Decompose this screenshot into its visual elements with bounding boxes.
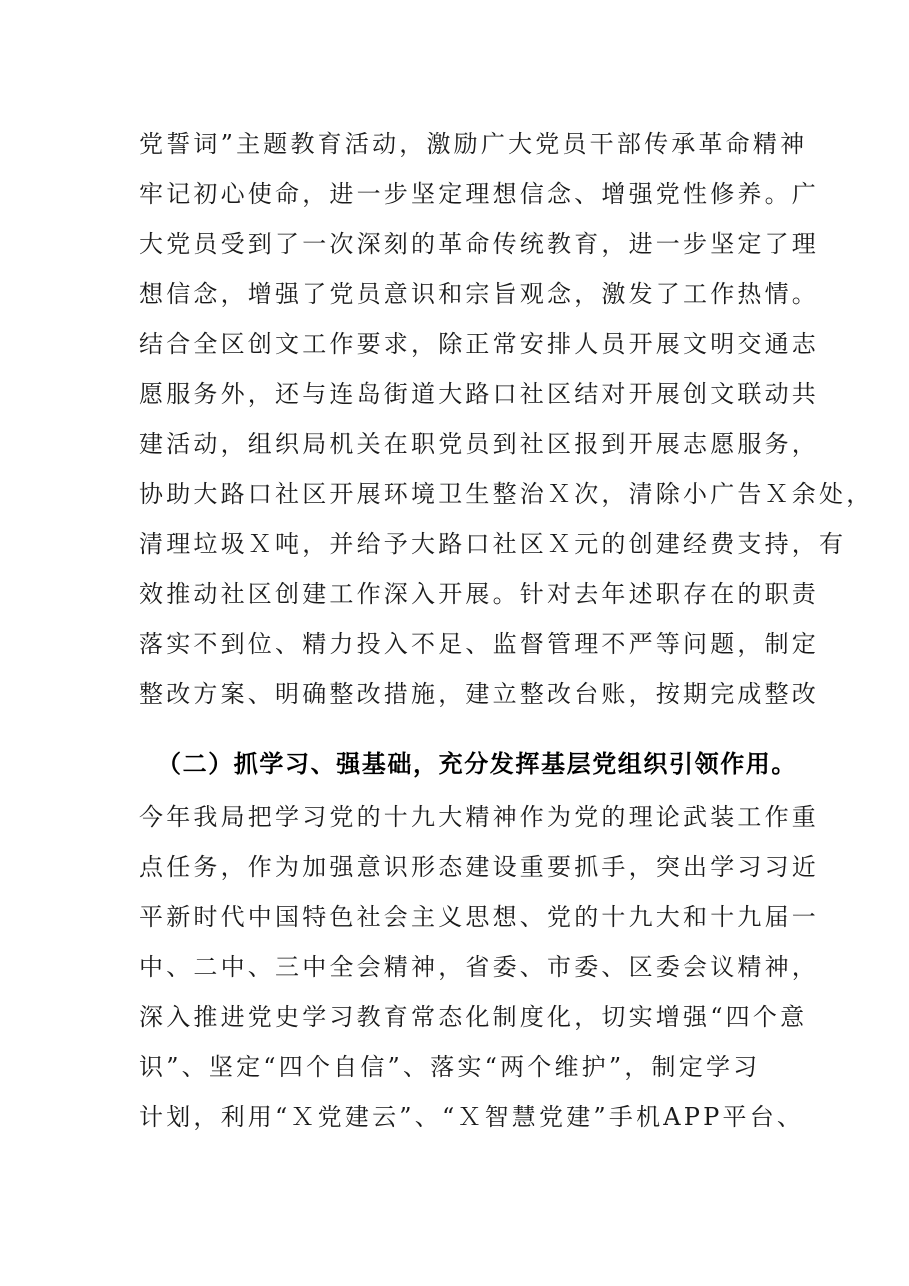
paragraph-line: 愿服务外，还与连岛街道大路口社区结对开展创文联动共 xyxy=(139,380,819,408)
paragraph-line: 识”、坚定“四个自信”、落实“两个维护”，制定学习 xyxy=(139,1053,761,1081)
paragraph-line: 党誓词”主题教育活动，激励广大党员干部传承革命精神 xyxy=(139,130,808,158)
paragraph-line: 牢记初心使命，进一步坚定理想信念、增强党性修养。广 xyxy=(139,180,819,208)
paragraph-line: 结合全区创文工作要求，除正常安排人员开展文明交通志 xyxy=(139,330,819,358)
paragraph-line: 协助大路口社区开展环境卫生整治Ｘ次，清除小广告Ｘ余处， xyxy=(139,480,874,508)
paragraph-line: 整改方案、明确整改措施，建立整改台账，按期完成整改 xyxy=(139,680,819,708)
paragraph-line: 计划，利用“Ｘ党建云”、“Ｘ智慧党建”手机APP平台、 xyxy=(139,1103,805,1131)
paragraph-line: 中、二中、三中全会精神，省委、市委、区委会议精神， xyxy=(139,953,819,981)
paragraph-line: 效推动社区创建工作深入开展。针对去年述职存在的职责 xyxy=(139,580,819,608)
paragraph-line: 想信念，增强了党员意识和宗旨观念，激发了工作热情。 xyxy=(139,280,819,308)
paragraph-line: 深入推进党史学习教育常态化制度化，切实增强“四个意 xyxy=(139,1003,808,1031)
paragraph-line: 大党员受到了一次深刻的革命传统教育，进一步坚定了理 xyxy=(139,230,819,258)
paragraph-line: 清理垃圾Ｘ吨，并给予大路口社区Ｘ元的创建经费支持，有 xyxy=(139,530,847,558)
paragraph-line: 今年我局把学习党的十九大精神作为党的理论武装工作重 xyxy=(139,803,819,831)
section-2-heading: （二）抓学习、强基础，充分发挥基层党组织引领作用。 xyxy=(157,750,797,778)
paragraph-line: 点任务，作为加强意识形态建设重要抓手，突出学习习近 xyxy=(139,853,819,881)
paragraph-line: 建活动，组织局机关在职党员到社区报到开展志愿服务， xyxy=(139,430,819,458)
paragraph-line: 平新时代中国特色社会主义思想、党的十九大和十九届一 xyxy=(139,903,819,931)
paragraph-line: 落实不到位、精力投入不足、监督管理不严等问题，制定 xyxy=(139,630,819,658)
